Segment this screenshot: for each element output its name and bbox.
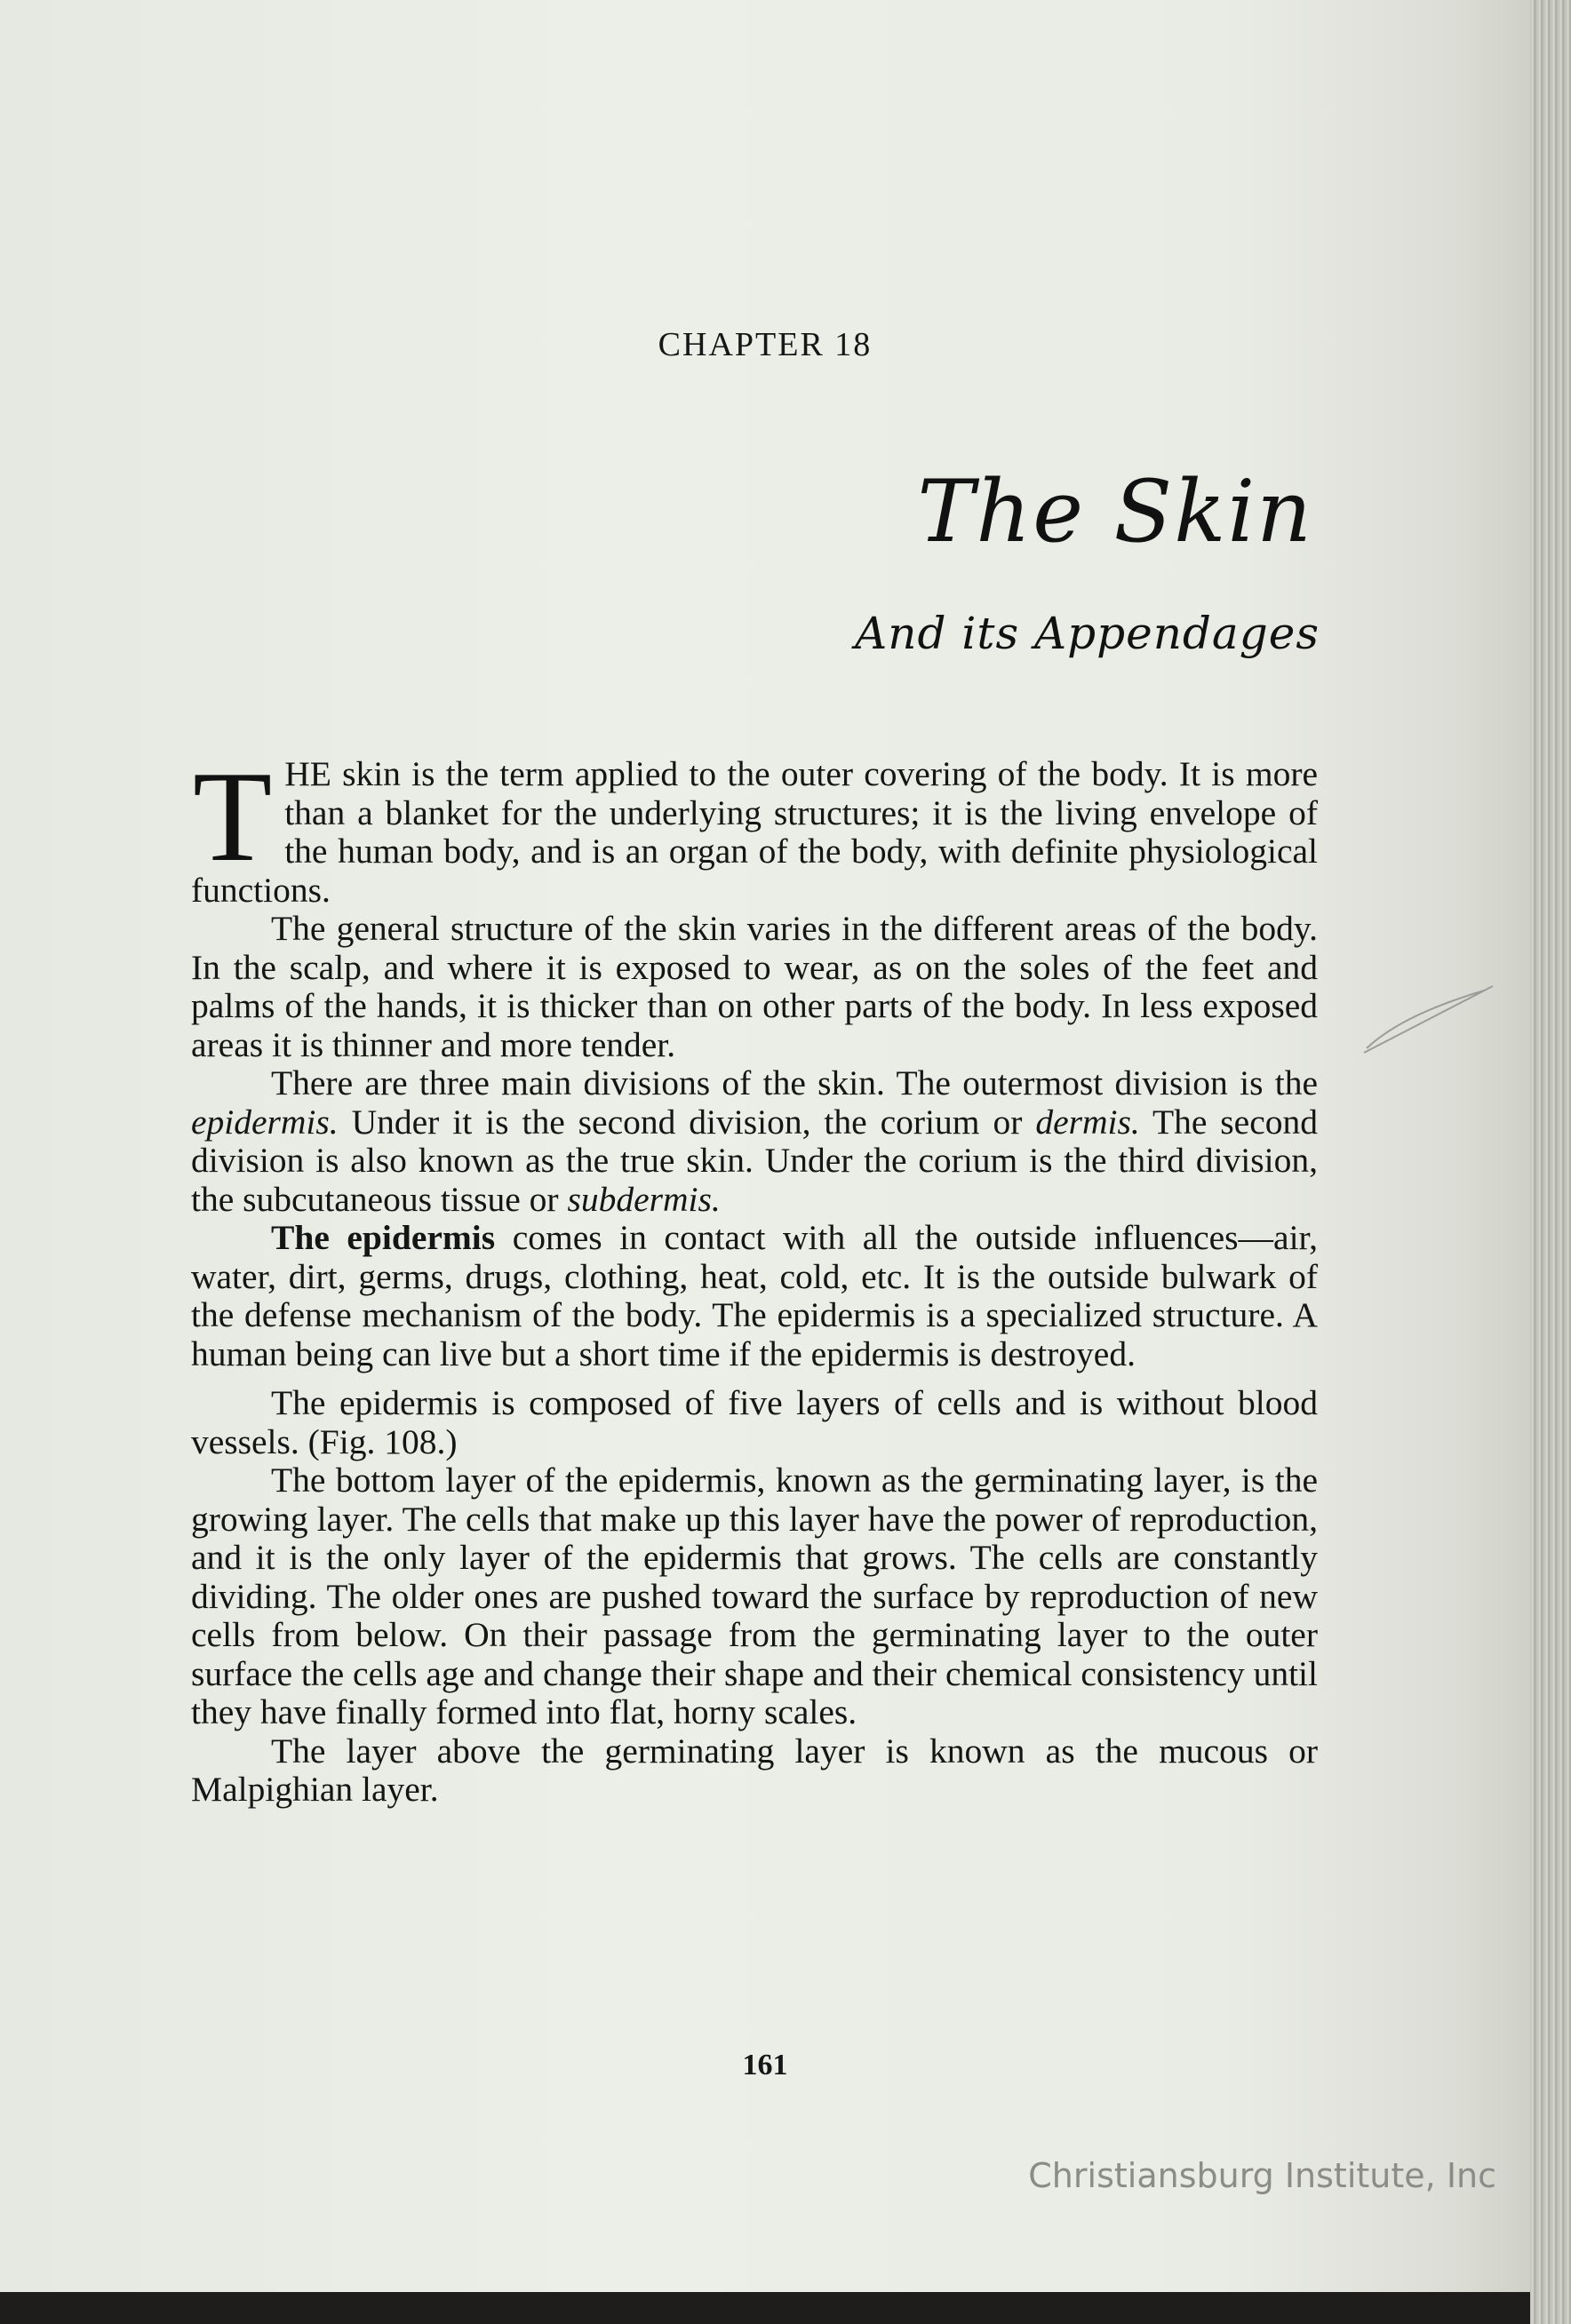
paragraph-3 — [191, 1064, 1318, 1219]
term-epidermis: epidermis. — [191, 1102, 339, 1142]
heading-the-epidermis: The epidermis — [271, 1218, 496, 1257]
page-number: 161 — [742, 2049, 788, 2081]
pencil-mark-icon — [1360, 977, 1502, 1057]
paragraph-3-text-c: The second division is also known as the true skin. Under the corium is the third division, the subcutaneous tissue or — [191, 1102, 1318, 1219]
page-edge — [1530, 0, 1571, 2324]
watermark: Christiansburg Institute, Inc — [1028, 2156, 1496, 2195]
bottom-shadow — [0, 2292, 1530, 2324]
paragraph-5: The epidermis is composed of five layers of cells and is without blood vessels. (Fig. 108.) — [191, 1383, 1318, 1461]
paragraph-7: The layer above the germinating layer is known as the mucous or Malpighian layer. — [191, 1731, 1318, 1809]
paragraph-3-text-a: There are three main divisions of the skin. The outermost division is the — [271, 1063, 1318, 1102]
drop-cap: T — [193, 744, 273, 888]
paragraph-2: The general structure of the skin varies in the different areas of the body. In the scalp, and where it is exposed to wear, as on the soles of the feet and palms of the hands, it is thicker than on other parts of the body. In less exposed areas it is thinner and more tender. — [191, 909, 1318, 1064]
chapter-label: CHAPTER 18 — [658, 326, 873, 363]
paragraph-4-text: comes in contact with all the outside influences—air, water, dirt, germs, drugs, clothing, heat, cold, etc. It is the outside bulwark of the defense mechanism of the body. The epidermis is a specialized structure. A human being can live but a short time if the epidermis is destroyed. — [191, 1218, 1318, 1373]
paragraph-6: The bottom layer of the epidermis, known as the germinating layer, is the growing layer. The cells that make up this layer have the power of reproduction, and it is the only layer of the epidermis that grows. The cells are constantly dividing. The older ones are pushed toward the surface by reproduction of new cells from below. On their passage from the germinating layer to the outer surface the cells age and change their shape and their chemical consistency until they have finally formed into flat, horny scales. — [191, 1460, 1318, 1731]
chapter-title: The Skin — [917, 462, 1313, 561]
term-dermis: dermis. — [1035, 1102, 1140, 1142]
paragraph-1 — [191, 744, 1318, 910]
body-text — [191, 744, 1318, 1810]
paragraph-4 — [191, 1219, 1318, 1373]
paragraph-1-text: HE skin is the term applied to the outer covering of the body. It is more than a blanket for the underlying structures; it is the living envelope of the human body, and is an organ of the body, with definite physiological functions. — [191, 754, 1318, 910]
chapter-subtitle: And its Appendages — [855, 608, 1320, 659]
term-subdermis: subdermis. — [567, 1179, 721, 1219]
paragraph-3-text-b: Under it is the second division, the corium or — [338, 1102, 1036, 1142]
